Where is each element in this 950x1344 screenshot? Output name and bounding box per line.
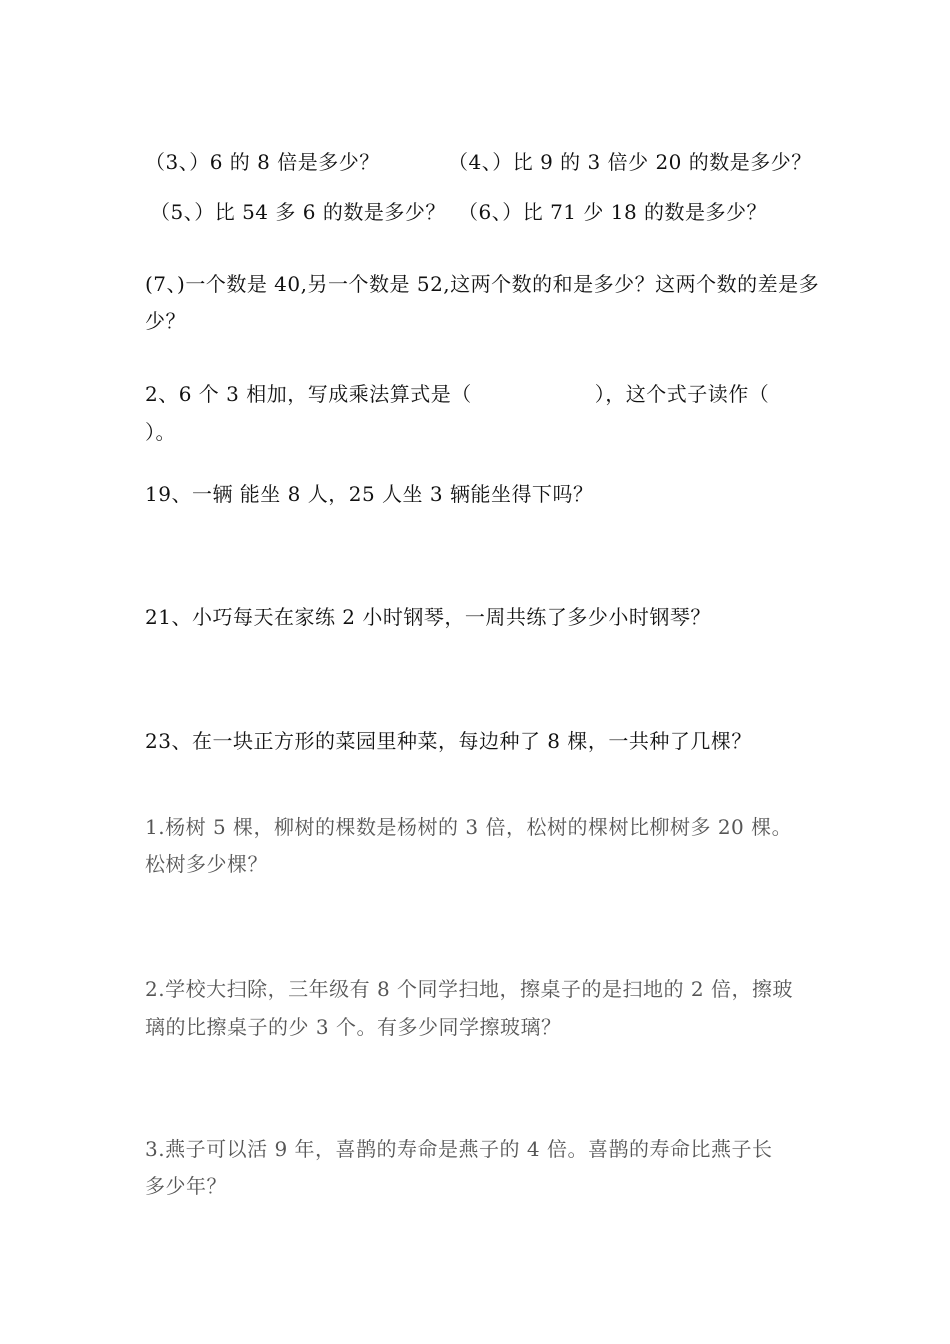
word-problem-3-line1: 3.燕子可以活 9 年，喜鹊的寿命是燕子的 4 倍。喜鹊的寿命比燕子长 bbox=[145, 1137, 773, 1161]
question-6: （6、）比 71 少 18 的数是多少？ bbox=[458, 200, 768, 224]
word-problem-1-line1: 1.杨树 5 棵，柳树的棵数是杨树的 3 倍，松树的棵树比柳树多 20 棵。 bbox=[145, 815, 793, 839]
question-3: （3、）6 的 8 倍是多少？ bbox=[145, 150, 380, 174]
word-problem-3-line2: 多少年？ bbox=[145, 1174, 227, 1198]
question-row-3-4 bbox=[145, 150, 380, 174]
problem-23: 23、在一块正方形的菜园里种菜，每边种了 8 棵，一共种了几棵？ bbox=[145, 729, 752, 753]
fill-blank-line1: 2、6 个 3 相加，写成乘法算式是（ ），这个式子读作（ bbox=[145, 382, 770, 406]
word-problem-2-line1: 2.学校大扫除，三年级有 8 个同学扫地，擦桌子的是扫地的 2 倍，擦玻 bbox=[145, 977, 793, 1001]
question-4: （4、）比 9 的 3 倍少 20 的数是多少？ bbox=[448, 150, 812, 174]
question-7-line2: 少？ bbox=[145, 309, 186, 333]
word-problem-2-line2: 璃的比擦桌子的少 3 个。有多少同学擦玻璃？ bbox=[145, 1015, 562, 1039]
word-problem-1-line2: 松树多少棵？ bbox=[145, 852, 268, 876]
question-7-line1: (7、)一个数是 40,另一个数是 52,这两个数的和是多少？这两个数的差是多 bbox=[145, 272, 820, 296]
problem-21: 21、小巧每天在家练 2 小时钢琴，一周共练了多少小时钢琴？ bbox=[145, 605, 711, 629]
fill-blank-line2: ）。 bbox=[145, 420, 176, 444]
question-5: （5、）比 54 多 6 的数是多少？ bbox=[150, 200, 446, 224]
problem-19: 19、一辆 能坐 8 人，25 人坐 3 辆能坐得下吗？ bbox=[145, 482, 594, 506]
